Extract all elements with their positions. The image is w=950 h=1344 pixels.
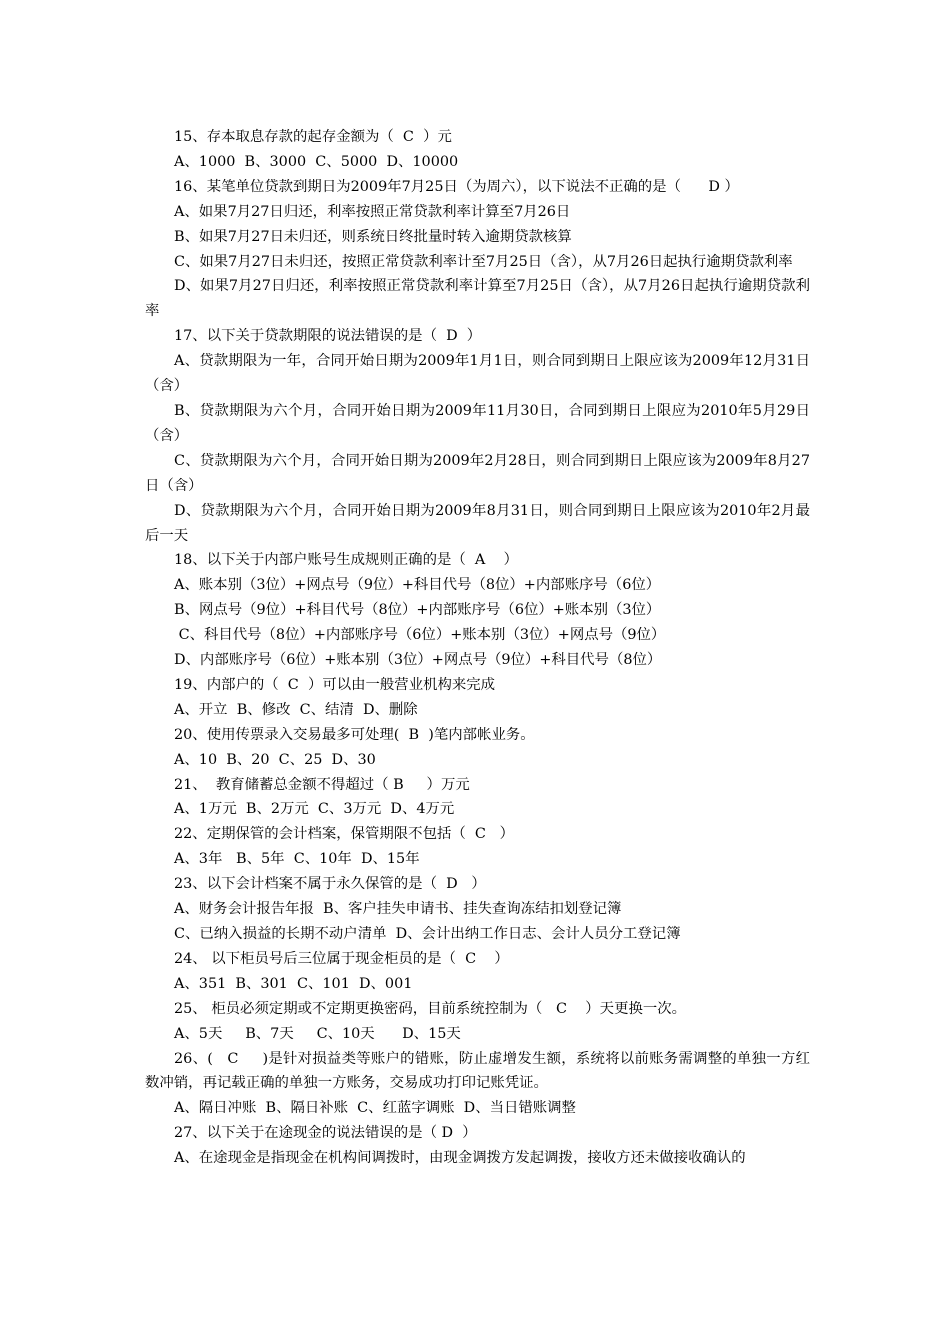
option-16-b: B、如果7月27日未归还，则系统日终批量时转入逾期贷款核算 bbox=[174, 228, 572, 245]
options-23-cd: C、已纳入损益的长期不动户清单 D、会计出纳工作日志、会计人员分工登记簿 bbox=[174, 926, 681, 942]
option-17-b: B、贷款期限为六个月，合同开始日期为2009年11月30日，合同到期日上限应为2010年5月29日（含） bbox=[145, 402, 810, 444]
question-23: 23、以下会计档案不属于永久保管的是（ D ） bbox=[174, 876, 486, 893]
question-27: 27、以下关于在途现金的说法错误的是（ D ） bbox=[174, 1125, 477, 1142]
option-16-d: D、如果7月27日归还，利率按照正常贷款利率计算至7月25日（含），从7月26日起执行逾期贷款利率 bbox=[145, 278, 810, 320]
question-24: 24、 以下柜员号后三位属于现金柜员的是（ C ） bbox=[174, 950, 509, 967]
options-19: A、开立 B、修改 C、结清 D、删除 bbox=[174, 701, 418, 718]
question-19: 19、内部户的（ C ）可以由一般营业机构来完成 bbox=[174, 676, 496, 693]
option-18-c: C、科目代号（8位）+内部账序号（6位）+账本别（3位）+网点号（9位） bbox=[174, 627, 666, 644]
options-24: A、351 B、301 C、101 D、001 bbox=[174, 975, 413, 992]
option-18-b: B、网点号（9位）+科目代号（8位）+内部账序号（6位）+账本别（3位） bbox=[174, 602, 661, 619]
question-22: 22、定期保管的会计档案，保管期限不包括（ C ） bbox=[174, 826, 515, 843]
question-18: 18、以下关于内部户账号生成规则正确的是（ A ） bbox=[174, 552, 518, 569]
question-25: 25、 柜员必须定期或不定期更换密码，目前系统控制为（ C ）天更换一次。 bbox=[174, 1000, 687, 1017]
question-15: 15、存本取息存款的起存金额为（ C ）元 bbox=[174, 129, 452, 145]
question-20: 20、使用传票录入交易最多可处理( B )笔内部帐业务。 bbox=[174, 726, 535, 743]
option-27-a: A、在途现金是指现金在机构间调拨时，由现金调拨方发起调拨，接收方还未做接收确认的 bbox=[174, 1150, 746, 1167]
option-18-a: A、账本别（3位）+网点号（9位）+科目代号（8位）+内部账序号（6位） bbox=[174, 577, 661, 594]
question-21: 21、 教育储蓄总金额不得超过（ B ）万元 bbox=[174, 776, 470, 793]
document-page bbox=[145, 125, 810, 1171]
option-18-d: D、内部账序号（6位）+账本别（3位）+网点号（9位）+科目代号（8位） bbox=[174, 652, 662, 669]
options-15: A、1000 B、3000 C、5000 D、10000 bbox=[174, 153, 459, 170]
options-21: A、1万元 B、2万元 C、3万元 D、4万元 bbox=[174, 801, 455, 818]
options-20: A、10 B、20 C、25 D、30 bbox=[174, 751, 376, 768]
question-16: 16、某笔单位贷款到期日为2009年7月25日（为周六），以下说法不正确的是（ D ） bbox=[174, 178, 739, 195]
option-17-a: A、贷款期限为一年，合同开始日期为2009年1月1日，则合同到期日上限应该为2009年12月31日（含） bbox=[145, 353, 810, 395]
option-17-c: C、贷款期限为六个月，合同开始日期为2009年2月28日，则合同到期日上限应该为2009年8月27日（含） bbox=[145, 452, 810, 494]
options-23-ab: A、财务会计报告年报 B、客户挂失申请书、挂失查询冻结扣划登记簿 bbox=[174, 901, 622, 918]
options-26: A、隔日冲账 B、隔日补账 C、红蓝字调账 D、当日错账调整 bbox=[174, 1100, 576, 1117]
question-26: 26、( C )是针对损益类等账户的错账，防止虚增发生额，系统将以前账务需调整的单独一方红数冲销，再记载正确的单独一方账务，交易成功打印记账凭证。 bbox=[145, 1050, 810, 1092]
question-17: 17、以下关于贷款期限的说法错误的是（ D ） bbox=[174, 328, 482, 345]
options-22: A、3年 B、5年 C、10年 D、15年 bbox=[174, 851, 420, 868]
option-17-d: D、贷款期限为六个月，合同开始日期为2009年8月31日，则合同到期日上限应该为2010年2月最后一天 bbox=[145, 502, 810, 544]
option-16-a: A、如果7月27日归还，利率按照正常贷款利率计算至7月26日 bbox=[174, 203, 571, 220]
options-25: A、5天 B、7天 C、10天 D、15天 bbox=[174, 1025, 461, 1042]
option-16-c: C、如果7月27日未归还，按照正常贷款利率计至7月25日（含），从7月26日起执行逾期贷款利率 bbox=[174, 253, 793, 270]
